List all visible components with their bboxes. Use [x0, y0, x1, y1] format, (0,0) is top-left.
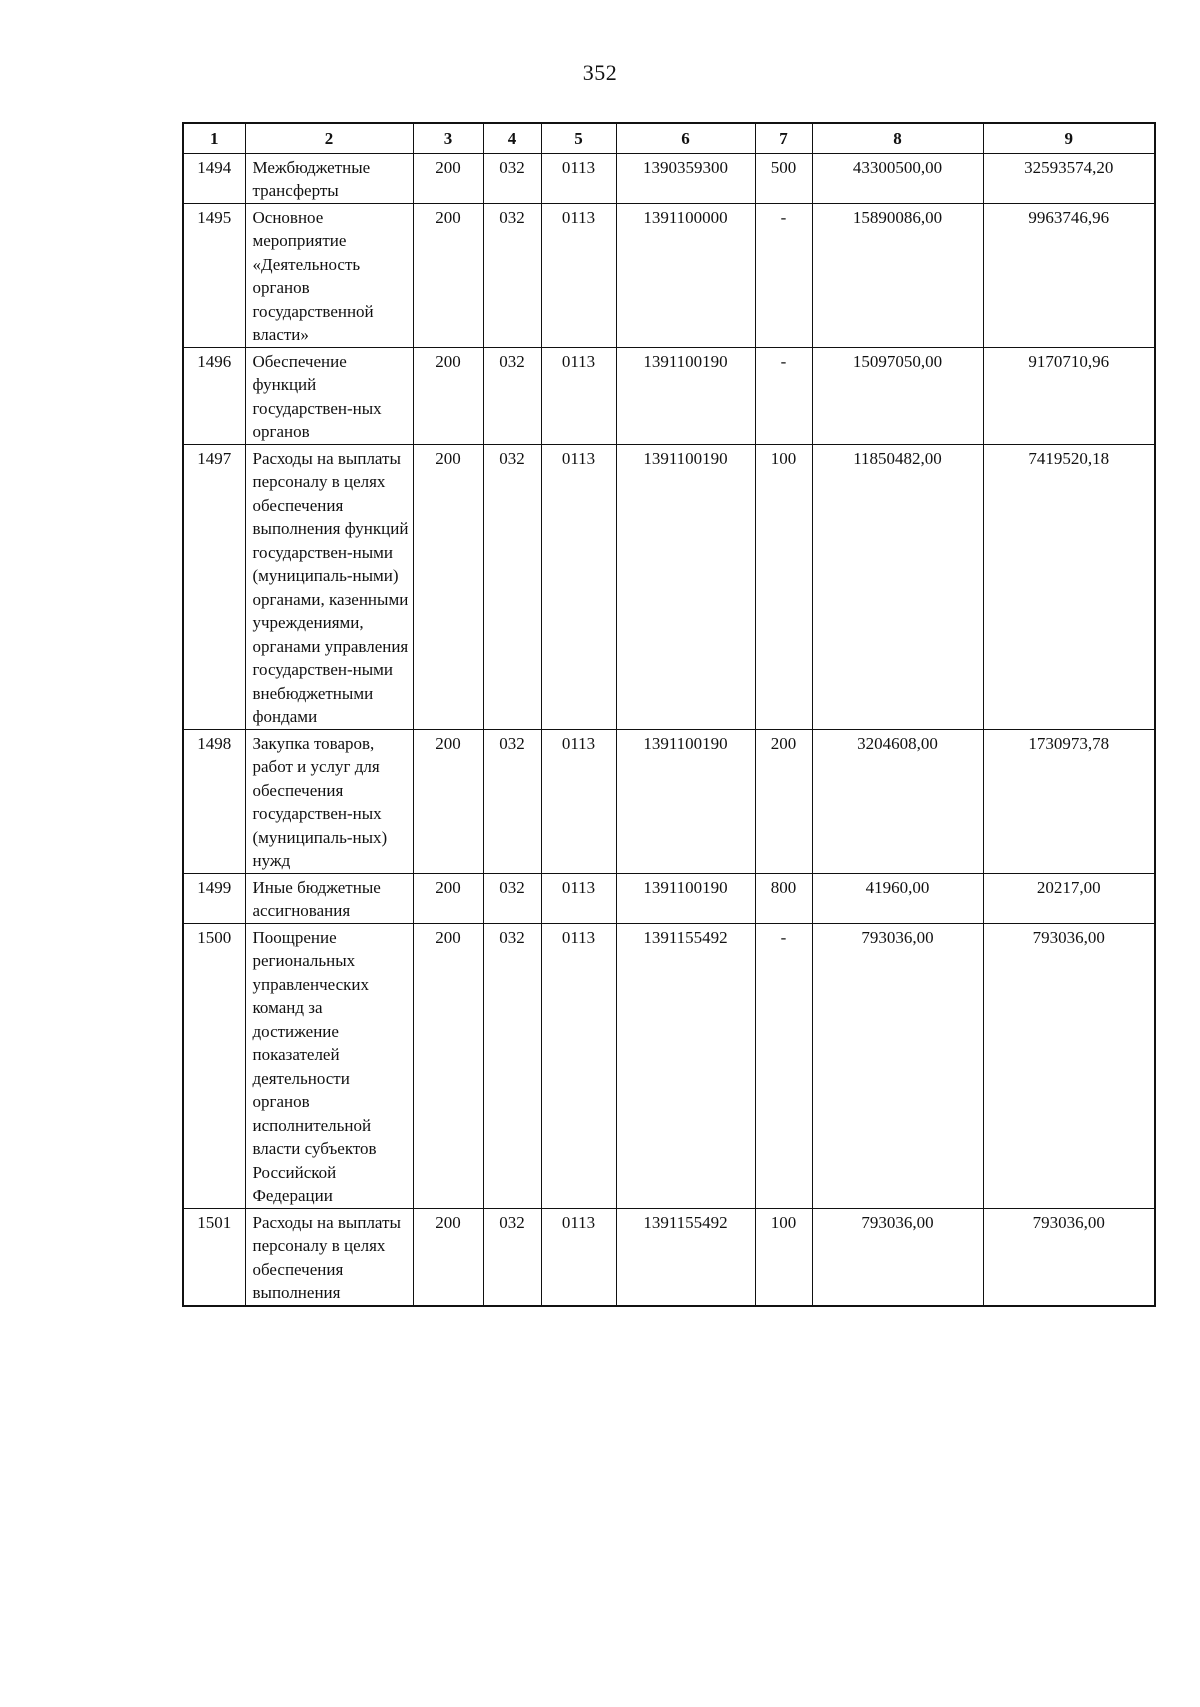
row-number: 1494 [183, 153, 245, 203]
cell-col7: - [755, 347, 812, 444]
table-row [183, 347, 1155, 444]
cell-col9: 7419520,18 [983, 444, 1155, 729]
page-number: 352 [582, 60, 618, 85]
cell-col4: 032 [483, 1208, 541, 1306]
cell-col4: 032 [483, 203, 541, 347]
cell-col6: 1391155492 [616, 1208, 755, 1306]
cell-col5: 0113 [541, 873, 616, 923]
cell-col4: 032 [483, 153, 541, 203]
cell-col9: 20217,00 [983, 873, 1155, 923]
cell-col7: 200 [755, 729, 812, 873]
cell-col3: 200 [413, 873, 483, 923]
header-row [183, 123, 1155, 153]
cell-col7: 500 [755, 153, 812, 203]
cell-col9: 1730973,78 [983, 729, 1155, 873]
cell-col6: 1391100190 [616, 729, 755, 873]
cell-col5: 0113 [541, 153, 616, 203]
cell-col3: 200 [413, 153, 483, 203]
cell-col5: 0113 [541, 729, 616, 873]
table-row [183, 203, 1155, 347]
cell-col9: 9963746,96 [983, 203, 1155, 347]
row-name: Расходы на выплаты персоналу в целях обеспечения выполнения функций государствен-ными (муниципаль-ными) органами, казенными учреждениями, органами управления государствен-ными внебюджетными фондами [245, 444, 413, 729]
cell-col5: 0113 [541, 203, 616, 347]
row-number: 1500 [183, 923, 245, 1208]
cell-col5: 0113 [541, 923, 616, 1208]
cell-col7: - [755, 203, 812, 347]
budget-table [182, 122, 1156, 1307]
cell-col8: 15097050,00 [812, 347, 983, 444]
cell-col9: 793036,00 [983, 923, 1155, 1208]
cell-col7: 100 [755, 444, 812, 729]
row-name: Межбюджетные трансферты [245, 153, 413, 203]
table-row [183, 873, 1155, 923]
cell-col9: 9170710,96 [983, 347, 1155, 444]
table-row [183, 729, 1155, 873]
cell-col5: 0113 [541, 347, 616, 444]
cell-col8: 3204608,00 [812, 729, 983, 873]
cell-col9: 793036,00 [983, 1208, 1155, 1306]
cell-col3: 200 [413, 729, 483, 873]
row-name: Обеспечение функций государствен-ных органов [245, 347, 413, 444]
column-header-8: 8 [812, 123, 983, 153]
cell-col9: 32593574,20 [983, 153, 1155, 203]
row-number: 1498 [183, 729, 245, 873]
table-row [183, 153, 1155, 203]
cell-col8: 41960,00 [812, 873, 983, 923]
table-row [183, 444, 1155, 729]
cell-col6: 1391100190 [616, 444, 755, 729]
cell-col5: 0113 [541, 444, 616, 729]
cell-col3: 200 [413, 923, 483, 1208]
column-header-9: 9 [983, 123, 1155, 153]
row-number: 1497 [183, 444, 245, 729]
cell-col6: 1391100190 [616, 347, 755, 444]
cell-col4: 032 [483, 873, 541, 923]
cell-col8: 11850482,00 [812, 444, 983, 729]
column-header-1: 1 [183, 123, 245, 153]
cell-col3: 200 [413, 347, 483, 444]
column-header-3: 3 [413, 123, 483, 153]
column-header-5: 5 [541, 123, 616, 153]
cell-col3: 200 [413, 1208, 483, 1306]
cell-col3: 200 [413, 444, 483, 729]
cell-col6: 1390359300 [616, 153, 755, 203]
cell-col3: 200 [413, 203, 483, 347]
row-number: 1496 [183, 347, 245, 444]
cell-col7: 100 [755, 1208, 812, 1306]
cell-col5: 0113 [541, 1208, 616, 1306]
cell-col4: 032 [483, 923, 541, 1208]
cell-col8: 793036,00 [812, 1208, 983, 1306]
row-number: 1495 [183, 203, 245, 347]
cell-col7: - [755, 923, 812, 1208]
cell-col8: 43300500,00 [812, 153, 983, 203]
cell-col6: 1391100000 [616, 203, 755, 347]
column-header-6: 6 [616, 123, 755, 153]
cell-col6: 1391155492 [616, 923, 755, 1208]
row-number: 1499 [183, 873, 245, 923]
row-name: Поощрение региональных управленческих команд за достижение показателей деятельности органов исполнительной власти субъектов Российской Федерации [245, 923, 413, 1208]
cell-col4: 032 [483, 347, 541, 444]
row-number: 1501 [183, 1208, 245, 1306]
table-row [183, 923, 1155, 1208]
column-header-4: 4 [483, 123, 541, 153]
cell-col8: 15890086,00 [812, 203, 983, 347]
row-name: Закупка товаров, работ и услуг для обеспечения государствен-ных (муниципаль-ных) нужд [245, 729, 413, 873]
cell-col6: 1391100190 [616, 873, 755, 923]
cell-col4: 032 [483, 444, 541, 729]
column-header-7: 7 [755, 123, 812, 153]
cell-col8: 793036,00 [812, 923, 983, 1208]
cell-col4: 032 [483, 729, 541, 873]
column-header-2: 2 [245, 123, 413, 153]
row-name: Расходы на выплаты персоналу в целях обеспечения выполнения [245, 1208, 413, 1306]
table-row [183, 1208, 1155, 1306]
cell-col7: 800 [755, 873, 812, 923]
row-name: Иные бюджетные ассигнования [245, 873, 413, 923]
row-name: Основное мероприятие «Деятельность органов государственной власти» [245, 203, 413, 347]
